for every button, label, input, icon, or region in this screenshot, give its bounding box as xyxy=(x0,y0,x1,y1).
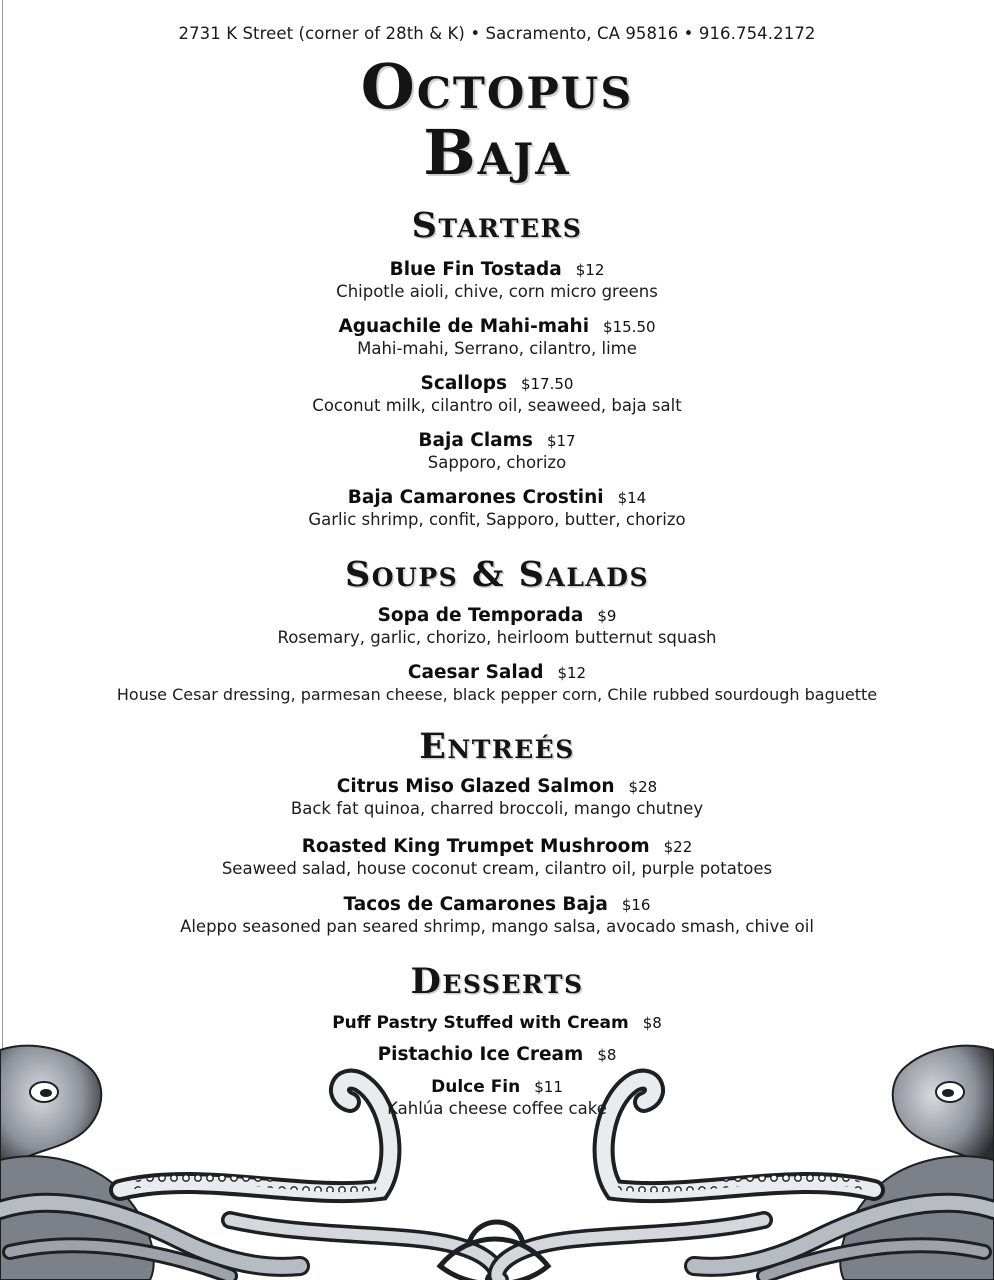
item-price: $17 xyxy=(546,432,576,450)
item-price: $14 xyxy=(617,489,647,507)
item-name: Sopa de Temporada xyxy=(377,605,584,626)
item-description: Chipotle aioli, chive, corn micro greens xyxy=(336,282,658,301)
item-price: $8 xyxy=(597,1046,617,1064)
item-price: $11 xyxy=(534,1078,563,1096)
menu-item xyxy=(0,259,994,302)
item-price: $12 xyxy=(575,261,605,279)
menu-item xyxy=(0,430,994,473)
item-price: $28 xyxy=(628,778,658,796)
menu-item xyxy=(0,487,994,530)
item-description: Kahlúa cheese coffee cake xyxy=(387,1099,607,1118)
menu-item xyxy=(0,1076,994,1119)
item-name: Dulce Fin xyxy=(431,1077,521,1097)
item-name: Baja Clams xyxy=(418,430,533,451)
item-name: Citrus Miso Glazed Salmon xyxy=(336,776,615,797)
item-name: Puff Pastry Stuffed with Cream xyxy=(332,1013,629,1033)
restaurant-logo-line2: Baja xyxy=(423,116,571,189)
menu-item xyxy=(0,836,994,879)
item-name: Pistachio Ice Cream xyxy=(377,1044,584,1065)
menu-item xyxy=(0,373,994,416)
section-title-soups-salads: Soups & Salads xyxy=(344,554,650,595)
item-price: $9 xyxy=(597,607,617,625)
item-description: Back fat quinoa, charred broccoli, mango chutney xyxy=(290,799,704,818)
item-name: Blue Fin Tostada xyxy=(389,259,562,280)
menu-item xyxy=(0,662,994,705)
item-price: $17.50 xyxy=(520,375,574,393)
menu-item xyxy=(0,605,994,648)
item-name: Scallops xyxy=(420,373,507,394)
section-title-starters: Starters xyxy=(411,205,583,246)
item-description: Sapporo, chorizo xyxy=(427,453,567,472)
item-description: Rosemary, garlic, chorizo, heirloom butternut squash xyxy=(277,628,717,647)
item-description: House Cesar dressing, parmesan cheese, black pepper corn, Chile rubbed sourdough baguette xyxy=(116,685,878,704)
menu-item xyxy=(0,316,994,359)
item-name: Baja Camarones Crostini xyxy=(347,487,604,508)
item-description: Mahi-mahi, Serrano, cilantro, lime xyxy=(357,339,637,358)
item-description: Aleppo seasoned pan seared shrimp, mango salsa, avocado smash, chive oil xyxy=(180,917,814,936)
menu-item xyxy=(0,1012,994,1034)
item-price: $15.50 xyxy=(603,318,656,336)
item-name: Roasted King Trumpet Mushroom xyxy=(301,836,650,857)
item-description: Seaweed salad, house coconut cream, cilantro oil, purple potatoes xyxy=(221,859,773,878)
item-name: Aguachile de Mahi-mahi xyxy=(338,316,590,337)
section-title-desserts: Desserts xyxy=(410,961,584,1002)
item-description: Garlic shrimp, confit, Sapporo, butter, chorizo xyxy=(308,510,686,529)
item-name: Tacos de Camarones Baja xyxy=(343,894,608,915)
item-description: Coconut milk, cilantro oil, seaweed, baja salt xyxy=(312,396,682,415)
item-name: Caesar Salad xyxy=(407,662,544,683)
menu-item xyxy=(0,776,994,819)
restaurant-address: 2731 K Street (corner of 28th & K) • Sacramento, CA 95816 • 916.754.2172 xyxy=(178,24,816,43)
restaurant-logo-line1: Octopus xyxy=(360,50,634,123)
item-price: $22 xyxy=(663,838,693,856)
section-title-entrees: Entreés xyxy=(419,726,575,767)
menu-item xyxy=(0,894,994,937)
item-price: $8 xyxy=(642,1014,662,1032)
item-price: $16 xyxy=(621,896,651,914)
item-price: $12 xyxy=(557,664,587,682)
